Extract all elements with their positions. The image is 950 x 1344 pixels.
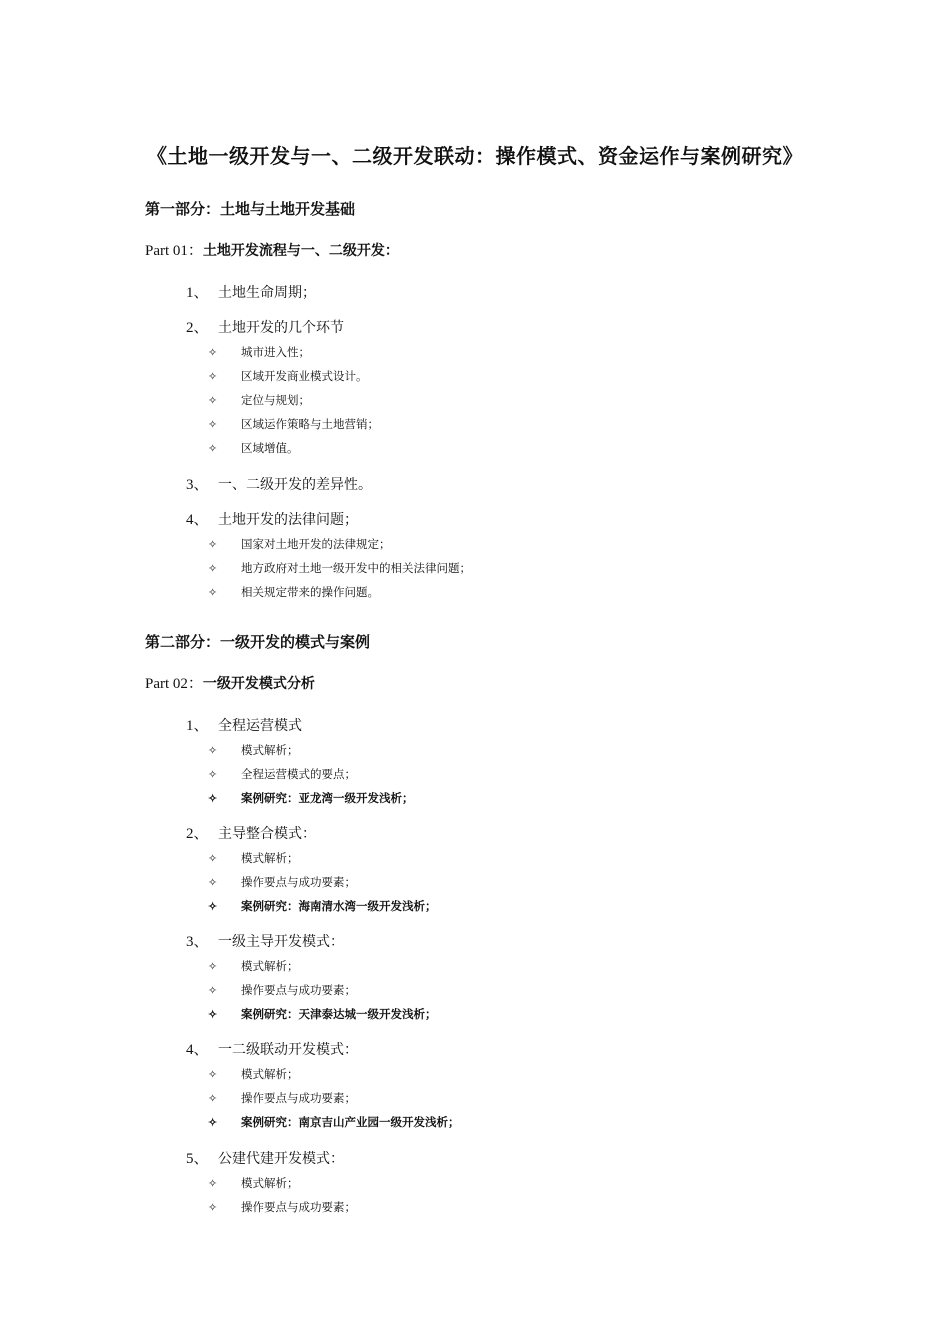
section-1-title: 第一部分：土地与土地开发基础 — [145, 200, 356, 218]
sub-item: ✧ 相关规定带来的操作问题。 — [208, 585, 379, 599]
list-item — [186, 930, 344, 951]
case-study-item: ✧ 案例研究：天津泰达城一级开发浅析； — [208, 1007, 437, 1021]
part-text: 一级开发模式分析 — [202, 676, 315, 692]
bullet-diamond-icon: ✧ — [208, 586, 218, 599]
bullet-diamond-icon: ✧ — [208, 1092, 218, 1105]
sub-item: ✧ 定位与规划； — [208, 393, 310, 407]
list-item — [186, 714, 302, 735]
item-text: 主导整合模式： — [218, 826, 316, 842]
item-number: 4、 — [186, 1042, 209, 1058]
bullet-diamond-icon: ✧ — [208, 900, 218, 913]
case-study-item: ✧ 案例研究：南京吉山产业园一级开发浅析； — [208, 1115, 460, 1129]
sub-item: ✧ 模式解析； — [208, 743, 299, 757]
bullet-diamond-icon: ✧ — [208, 744, 218, 757]
bullet-diamond-icon: ✧ — [208, 960, 218, 973]
bullet-diamond-icon: ✧ — [208, 418, 218, 431]
bullet-diamond-icon: ✧ — [208, 876, 218, 889]
sub-item: ✧ 操作要点与成功要素； — [208, 983, 356, 997]
list-item — [186, 508, 358, 529]
bullet-diamond-icon: ✧ — [208, 1068, 218, 1081]
sub-item: ✧ 模式解析； — [208, 1067, 299, 1081]
item-text: 公建代建开发模式： — [218, 1151, 344, 1167]
item-number: 1、 — [186, 285, 209, 301]
bullet-diamond-icon: ✧ — [208, 442, 218, 455]
item-number: 3、 — [186, 477, 209, 493]
part-text: 土地开发流程与一、二级开发： — [202, 243, 399, 259]
bullet-diamond-icon: ✧ — [208, 1116, 218, 1129]
item-text: 一、二级开发的差异性。 — [218, 477, 372, 493]
sub-item: ✧ 区域增值。 — [208, 441, 299, 455]
bullet-diamond-icon: ✧ — [208, 792, 218, 805]
item-text: 全程运营模式 — [218, 718, 302, 734]
part-02-heading — [145, 672, 315, 693]
sub-item: ✧ 操作要点与成功要素； — [208, 1091, 356, 1105]
item-number: 3、 — [186, 934, 209, 950]
bullet-diamond-icon: ✧ — [208, 394, 218, 407]
list-item — [186, 822, 316, 843]
bullet-diamond-icon: ✧ — [208, 1008, 218, 1021]
bullet-diamond-icon: ✧ — [208, 852, 218, 865]
bullet-diamond-icon: ✧ — [208, 984, 218, 997]
sub-item: ✧ 区域开发商业模式设计。 — [208, 369, 368, 383]
sub-item: ✧ 地方政府对土地一级开发中的相关法律问题； — [208, 561, 471, 575]
bullet-diamond-icon: ✧ — [208, 1177, 218, 1190]
list-item — [186, 1147, 344, 1168]
list-item — [186, 316, 344, 337]
part-number: Part 02： — [145, 676, 203, 692]
bullet-diamond-icon: ✧ — [208, 538, 218, 551]
item-text: 土地开发的法律问题； — [218, 512, 358, 528]
sub-item: ✧ 全程运营模式的要点； — [208, 767, 356, 781]
list-item — [186, 1038, 358, 1059]
sub-item: ✧ 操作要点与成功要素； — [208, 875, 356, 889]
bullet-diamond-icon: ✧ — [208, 1201, 218, 1214]
bullet-diamond-icon: ✧ — [208, 370, 218, 383]
list-item — [186, 473, 372, 494]
case-study-item: ✧ 案例研究：亚龙湾一级开发浅析； — [208, 791, 414, 805]
bullet-diamond-icon: ✧ — [208, 346, 218, 359]
sub-item: ✧ 区域运作策略与土地营销； — [208, 417, 379, 431]
item-number: 4、 — [186, 512, 209, 528]
section-2-title: 第二部分：一级开发的模式与案例 — [145, 633, 371, 651]
item-number: 2、 — [186, 320, 209, 336]
item-number: 5、 — [186, 1151, 209, 1167]
list-item — [186, 281, 316, 302]
part-01-heading — [145, 239, 399, 260]
sub-item: ✧ 城市进入性； — [208, 345, 310, 359]
bullet-diamond-icon: ✧ — [208, 562, 218, 575]
sub-item: ✧ 国家对土地开发的法律规定； — [208, 537, 391, 551]
item-number: 2、 — [186, 826, 209, 842]
sub-item: ✧ 模式解析； — [208, 1176, 299, 1190]
item-text: 土地生命周期； — [218, 285, 316, 301]
item-number: 1、 — [186, 718, 209, 734]
item-text: 一二级联动开发模式： — [218, 1042, 358, 1058]
case-study-item: ✧ 案例研究：海南清水湾一级开发浅析； — [208, 899, 437, 913]
sub-item: ✧ 模式解析； — [208, 959, 299, 973]
item-text: 土地开发的几个环节 — [218, 320, 344, 336]
bullet-diamond-icon: ✧ — [208, 768, 218, 781]
sub-item: ✧ 模式解析； — [208, 851, 299, 865]
item-text: 一级主导开发模式： — [218, 934, 344, 950]
sub-item: ✧ 操作要点与成功要素； — [208, 1200, 356, 1214]
document-title: 《土地一级开发与一、二级开发联动：操作模式、资金运作与案例研究》 — [147, 144, 803, 168]
part-number: Part 01： — [145, 243, 203, 259]
